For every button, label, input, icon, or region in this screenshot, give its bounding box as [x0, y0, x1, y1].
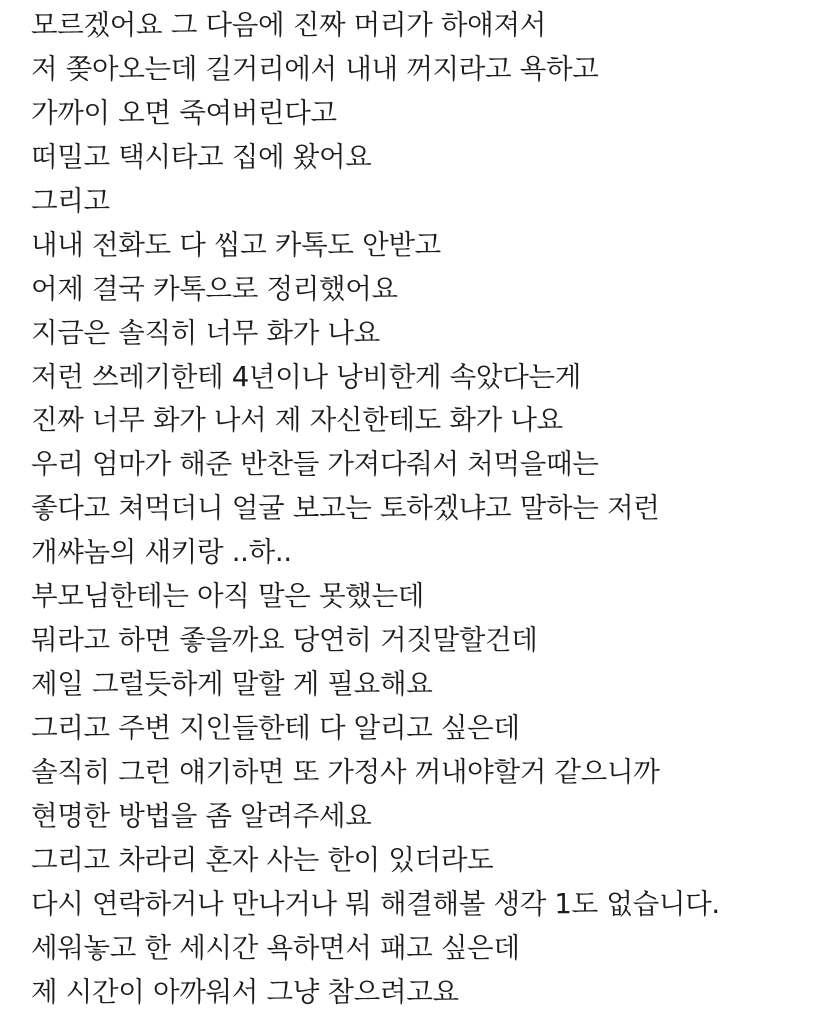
- post-line: 개쌰놈의 새키랑 ..하..: [31, 536, 292, 569]
- post-line: 모르겠어요 그 다음에 진짜 머리가 하얘져서: [31, 9, 546, 41]
- post-line: 다시 연락하거나 만나거나 뭐 해결해볼 생각 1도 없습니다.: [31, 887, 720, 920]
- post-line: 어제 결국 카톡으로 정리했어요: [31, 272, 398, 305]
- post-line: 저 쫒아오는데 길거리에서 내내 꺼지라고 욕하고: [31, 52, 599, 85]
- post-line: 우리 엄마가 해준 반찬들 가져다줘서 처먹을때는: [31, 448, 599, 481]
- post-line: 그리고: [31, 184, 110, 217]
- post-body: [31, 4, 811, 1015]
- post-line: 좋다고 쳐먹더니 얼굴 보고는 토하겠냐고 말하는 저런: [31, 492, 660, 525]
- post-line: 내내 전화도 다 씹고 카톡도 안받고: [31, 228, 441, 261]
- post-line: 현명한 방법을 좀 알려주세요: [31, 799, 372, 832]
- post-line: 떠밀고 택시타고 집에 왔어요: [31, 140, 372, 173]
- post-line: 그리고 주변 지인들한테 다 알리고 싶은데: [31, 712, 520, 744]
- post-line: 제일 그럴듯하게 말할 게 필요해요: [31, 668, 433, 701]
- post-line: 제 시간이 아까워서 그냥 참으려고요: [31, 975, 459, 1008]
- post-line: 지금은 솔직히 너무 화가 나요: [31, 316, 380, 349]
- post-line: 부모님한테는 아직 말은 못했는데: [31, 580, 425, 613]
- post-line: 가까이 오면 죽여버린다고: [31, 96, 337, 129]
- post-line: 세워놓고 한 세시간 욕하면서 패고 싶은데: [31, 931, 520, 964]
- post-line: 저런 쓰레기한테 4년이나 낭비한게 속았다는게: [31, 360, 581, 393]
- post-line: 뭐라고 하면 좋을까요 당연히 거짓말할건데: [31, 624, 538, 657]
- post-line: 진짜 너무 화가 나서 제 자신한테도 화가 나요: [31, 404, 563, 437]
- post-line: 그리고 차라리 혼자 사는 한이 있더라도: [31, 843, 494, 876]
- post-line: 솔직히 그런 얘기하면 또 가정사 꺼내야할거 같으니까: [31, 755, 660, 788]
